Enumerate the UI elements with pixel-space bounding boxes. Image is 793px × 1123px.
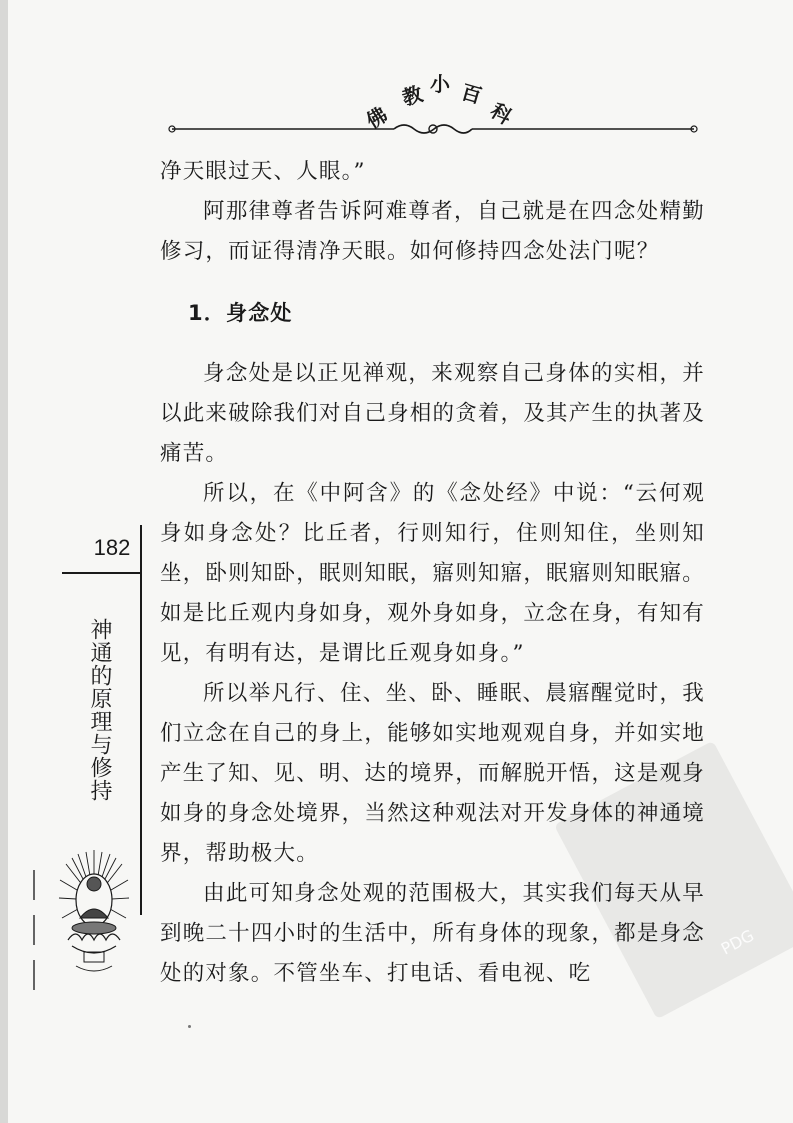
buddha-emblem-icon	[58, 848, 130, 978]
print-speck	[188, 1025, 191, 1028]
paragraph: 由此可知身念处观的范围极大，其实我们每天从早到晚二十四小时的生活中，所有身体的现象，都是身念处的对象。不管坐车、打电话、看电视、吃	[160, 881, 705, 986]
margin-tick-marks	[30, 870, 40, 990]
paragraph-quote: 所以，在《中阿含》的《念处经》中说：“云何观身如身念处？比丘者，行则知行，住则知住，坐则知坐，卧则知卧，眠则知眠，寤则知寤，眠寤则知眠寤。如是比丘观内身如身，观外身如身，立念在身，有知有见，有明有达，是谓比丘观身如身。”	[160, 481, 705, 666]
watermark-text: PDG	[717, 925, 758, 959]
header-char-2: 教	[399, 81, 426, 111]
header-char-4: 百	[458, 79, 485, 109]
header-char-1: 佛	[361, 102, 392, 134]
vertical-book-title: 神通的原理与修持	[87, 618, 112, 802]
paragraph: 所以举凡行、住、坐、卧、睡眠、晨寤醒觉时，我们立念在自己的身上，能够如实地观观自身，并如实地产生了知、见、明、达的境界，而解脱开悟，这是观身如身的身念处境界，当然这种观法对开发身体的神通境界，帮助极大。	[160, 681, 705, 866]
paragraph-continued: 净天眼过天、人眼。”	[160, 159, 366, 184]
running-header-title	[340, 62, 540, 134]
margin-horizontal-rule	[62, 572, 142, 574]
paragraph: 身念处是以正见禅观，来观察自己身体的实相，并以此来破除我们对自己身相的贪着，及其产生的执著及痛苦。	[160, 361, 705, 466]
header-ornament-rule	[168, 122, 698, 136]
page-number: 182	[93, 535, 131, 560]
margin-vertical-rule	[140, 525, 142, 915]
header-char-5: 科	[486, 98, 517, 130]
header-char-3: 小	[430, 72, 450, 96]
paragraph: 阿那律尊者告诉阿难尊者，自己就是在四念处精勤修习，而证得清净天眼。如何修持四念处法门呢？	[160, 199, 705, 264]
page-edge-shadow	[0, 0, 8, 1123]
section-heading: 1．身念处	[188, 301, 293, 325]
